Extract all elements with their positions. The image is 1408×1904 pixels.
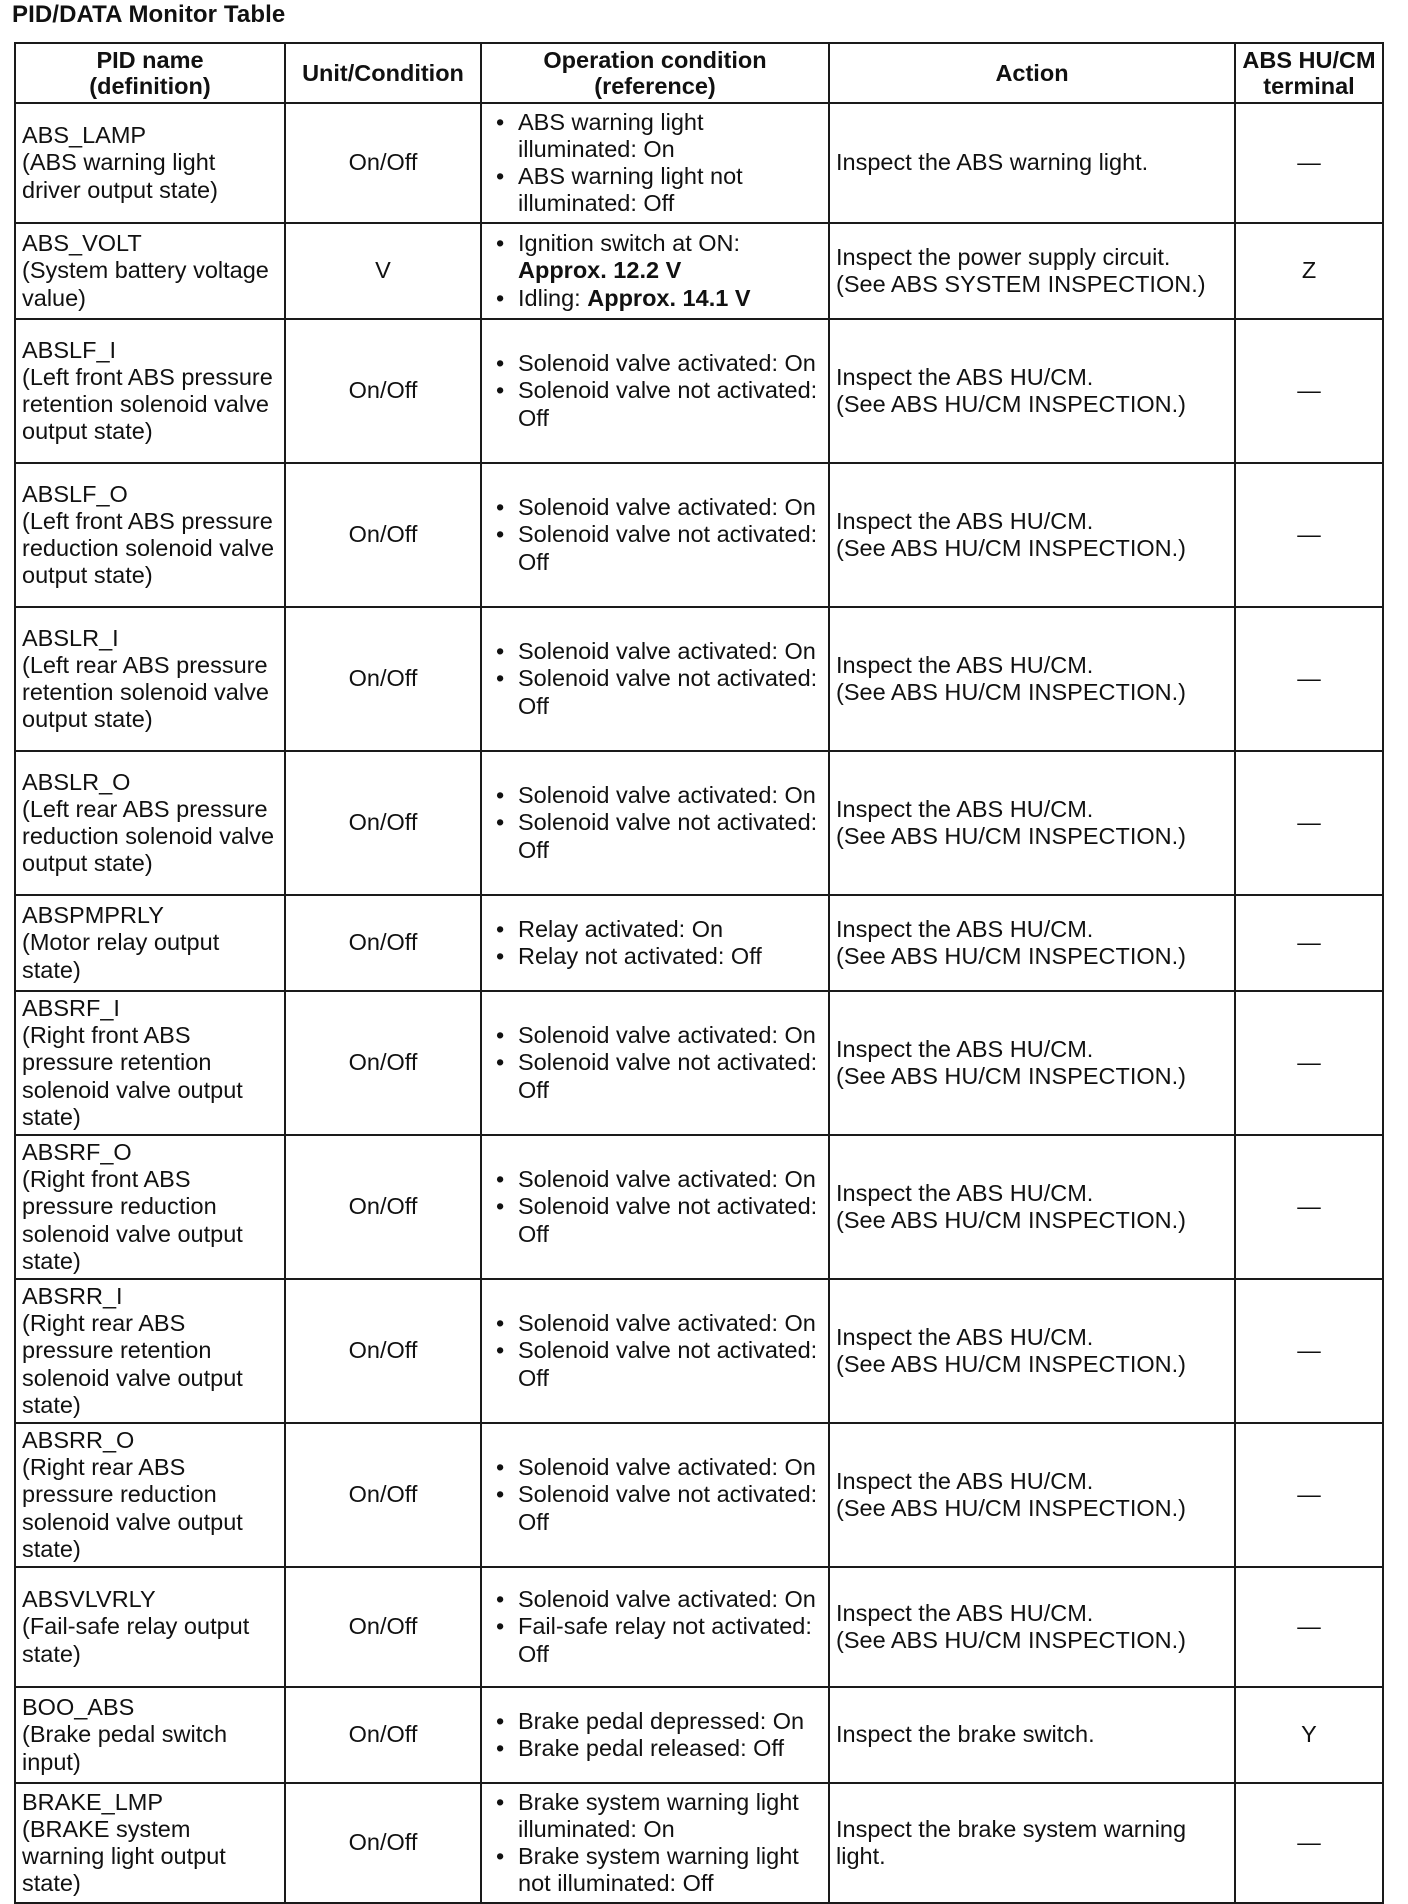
table-row: [15, 1135, 1383, 1279]
pid-definition: (System battery voltage value): [22, 257, 269, 311]
action-text: (See ABS HU/CM INSPECTION.): [836, 823, 1186, 849]
cell-pid-name: [15, 1279, 285, 1423]
condition-text: Solenoid valve activated: On: [518, 1586, 816, 1613]
condition-item: [488, 1337, 822, 1391]
cell-operation-condition: [481, 1567, 829, 1687]
condition-text: Fail-safe relay not activated: Off: [518, 1613, 812, 1667]
cell-unit: On/Off: [285, 607, 481, 751]
pid-definition: (Left front ABS pressure reduction solenoid valve output state): [22, 507, 275, 589]
pid-code: ABSLF_I: [22, 336, 117, 363]
pid-definition: (ABS warning light driver output state): [22, 149, 218, 203]
table-row: [15, 463, 1383, 607]
condition-text: Brake pedal released: Off: [518, 1735, 785, 1761]
pid-definition: (Right rear ABS pressure reduction solenoid valve output state): [22, 1454, 243, 1562]
header-operation-label: Operation condition (reference): [543, 47, 767, 99]
condition-text: Solenoid valve not activated: Off: [518, 809, 818, 863]
table-row: [15, 895, 1383, 991]
condition-text: Solenoid valve not activated: Off: [518, 377, 818, 431]
cell-pid-name: [15, 103, 285, 223]
condition-item: [488, 521, 822, 575]
condition-item: [488, 1310, 822, 1337]
cell-terminal: Y: [1235, 1687, 1383, 1783]
table-row: [15, 1783, 1383, 1903]
cell-pid-name: [15, 1783, 285, 1903]
condition-item: [488, 1586, 822, 1613]
action-text: (See ABS HU/CM INSPECTION.): [836, 391, 1186, 417]
condition-list: [488, 109, 822, 218]
action-text: Inspect the ABS HU/CM.: [836, 1599, 1094, 1626]
cell-operation-condition: [481, 1135, 829, 1279]
cell-action: [829, 223, 1235, 319]
condition-text: Relay activated: On: [518, 915, 724, 942]
condition-text: ABS warning light illuminated: On: [518, 108, 704, 162]
table-row: [15, 223, 1383, 319]
table-body: [15, 103, 1383, 1903]
condition-value: Approx. 14.1 V: [587, 284, 751, 311]
cell-action: [829, 895, 1235, 991]
action-text: Inspect the brake system warning light.: [836, 1815, 1187, 1869]
cell-terminal: —: [1235, 751, 1383, 895]
cell-operation-condition: [481, 319, 829, 463]
pid-definition: (Brake pedal switch input): [22, 1721, 228, 1775]
action-text: (See ABS HU/CM INSPECTION.): [836, 943, 1186, 969]
header-pid-name: [15, 43, 285, 103]
pid-code: ABSRF_O: [22, 1138, 132, 1165]
header-operation: [481, 43, 829, 103]
condition-item: [488, 638, 822, 665]
condition-text: Solenoid valve activated: On: [518, 494, 816, 521]
condition-item: [488, 1049, 822, 1103]
action-text: Inspect the brake switch.: [836, 1721, 1095, 1748]
condition-item: [488, 809, 822, 863]
condition-text: Solenoid valve activated: On: [518, 1022, 816, 1049]
condition-item: [488, 1708, 822, 1735]
pid-code: ABSLF_O: [22, 480, 128, 507]
cell-terminal: —: [1235, 1783, 1383, 1903]
condition-item: [488, 1613, 822, 1667]
header-terminal: [1235, 43, 1383, 103]
condition-item: [488, 1022, 822, 1049]
cell-unit: On/Off: [285, 1687, 481, 1783]
cell-operation-condition: [481, 1423, 829, 1567]
cell-unit: On/Off: [285, 1135, 481, 1279]
condition-list: [488, 1789, 822, 1898]
cell-terminal: —: [1235, 607, 1383, 751]
cell-operation-condition: [481, 1687, 829, 1783]
cell-action: [829, 1135, 1235, 1279]
cell-pid-name: [15, 751, 285, 895]
cell-terminal: —: [1235, 463, 1383, 607]
action-text: (See ABS SYSTEM INSPECTION.): [836, 271, 1206, 297]
action-text: Inspect the ABS warning light.: [836, 149, 1149, 176]
cell-unit: On/Off: [285, 463, 481, 607]
action-text: Inspect the ABS HU/CM.: [836, 915, 1094, 942]
condition-item: [488, 377, 822, 431]
cell-operation-condition: [481, 991, 829, 1135]
condition-item: [488, 1454, 822, 1481]
cell-pid-name: [15, 1687, 285, 1783]
condition-list: [488, 1708, 822, 1762]
pid-definition: (Motor relay output state): [22, 929, 220, 983]
condition-item: [488, 1193, 822, 1247]
action-text: Inspect the ABS HU/CM.: [836, 1323, 1094, 1350]
cell-operation-condition: [481, 895, 829, 991]
action-text: (See ABS HU/CM INSPECTION.): [836, 679, 1186, 705]
condition-text: Brake pedal depressed: On: [518, 1707, 805, 1734]
cell-action: [829, 751, 1235, 895]
condition-text: Solenoid valve activated: On: [518, 1310, 816, 1337]
cell-terminal: —: [1235, 103, 1383, 223]
condition-text: Solenoid valve activated: On: [518, 1166, 816, 1193]
header-unit: [285, 43, 481, 103]
header-action: [829, 43, 1235, 103]
cell-unit: On/Off: [285, 1279, 481, 1423]
cell-action: [829, 103, 1235, 223]
cell-operation-condition: [481, 223, 829, 319]
table-row: [15, 103, 1383, 223]
condition-text: Solenoid valve not activated: Off: [518, 1193, 818, 1247]
cell-action: [829, 607, 1235, 751]
action-text: Inspect the power supply circuit.: [836, 243, 1171, 270]
condition-item: [488, 285, 822, 312]
condition-list: [488, 230, 822, 312]
condition-text: Solenoid valve not activated: Off: [518, 665, 818, 719]
action-text: (See ABS HU/CM INSPECTION.): [836, 1351, 1186, 1377]
condition-item: [488, 494, 822, 521]
condition-item: [488, 916, 822, 943]
condition-item: [488, 1166, 822, 1193]
cell-pid-name: [15, 223, 285, 319]
cell-unit: On/Off: [285, 103, 481, 223]
header-unit-label: Unit/Condition: [302, 60, 464, 86]
action-text: Inspect the ABS HU/CM.: [836, 1467, 1094, 1494]
cell-terminal: —: [1235, 991, 1383, 1135]
condition-text: Solenoid valve not activated: Off: [518, 1481, 818, 1535]
cell-operation-condition: [481, 463, 829, 607]
cell-operation-condition: [481, 1279, 829, 1423]
condition-item: [488, 1735, 822, 1762]
pid-code: ABSLR_O: [22, 768, 131, 795]
pid-code: ABSLR_I: [22, 624, 119, 651]
cell-operation-condition: [481, 103, 829, 223]
cell-terminal: —: [1235, 319, 1383, 463]
condition-item: [488, 665, 822, 719]
pid-code: BRAKE_LMP: [22, 1788, 164, 1815]
action-text: Inspect the ABS HU/CM.: [836, 363, 1094, 390]
condition-item: [488, 163, 822, 217]
cell-action: [829, 1423, 1235, 1567]
header-pid-name-label: PID name (definition): [89, 47, 211, 99]
condition-text: Ignition switch at ON:: [518, 230, 741, 257]
action-text: (See ABS HU/CM INSPECTION.): [836, 1495, 1186, 1521]
condition-list: [488, 1586, 822, 1668]
condition-list: [488, 1310, 822, 1392]
cell-pid-name: [15, 463, 285, 607]
pid-code: ABSVLVRLY: [22, 1586, 156, 1613]
cell-unit: On/Off: [285, 1423, 481, 1567]
cell-action: [829, 991, 1235, 1135]
condition-list: [488, 916, 822, 970]
condition-text: ABS warning light not illuminated: Off: [518, 163, 743, 217]
cell-unit: On/Off: [285, 751, 481, 895]
condition-item: [488, 1843, 822, 1897]
pid-definition: (Right front ABS pressure reduction solenoid valve output state): [22, 1166, 243, 1274]
pid-definition: (BRAKE system warning light output state): [22, 1815, 226, 1897]
header-terminal-label: ABS HU/CM terminal: [1242, 47, 1376, 99]
cell-terminal: —: [1235, 1279, 1383, 1423]
condition-list: [488, 782, 822, 864]
condition-list: [488, 1166, 822, 1248]
cell-operation-condition: [481, 607, 829, 751]
condition-list: [488, 494, 822, 576]
pid-code: ABS_LAMP: [22, 122, 147, 149]
condition-item: [488, 230, 822, 284]
condition-value: Approx. 12.2 V: [518, 257, 682, 284]
table-row: [15, 319, 1383, 463]
cell-action: [829, 1567, 1235, 1687]
cell-pid-name: [15, 895, 285, 991]
page-title: PID/DATA Monitor Table: [12, 1, 286, 28]
cell-pid-name: [15, 319, 285, 463]
condition-text: Solenoid valve activated: On: [518, 782, 816, 809]
condition-text: Relay not activated: Off: [518, 943, 762, 969]
condition-list: [488, 1022, 822, 1104]
condition-item: [488, 943, 822, 970]
cell-unit: On/Off: [285, 895, 481, 991]
condition-text: Solenoid valve not activated: Off: [518, 521, 818, 575]
cell-terminal: —: [1235, 1423, 1383, 1567]
cell-pid-name: [15, 1135, 285, 1279]
table-row: [15, 1279, 1383, 1423]
condition-list: [488, 350, 822, 432]
action-text: Inspect the ABS HU/CM.: [836, 795, 1094, 822]
cell-pid-name: [15, 991, 285, 1135]
condition-item: [488, 350, 822, 377]
action-text: Inspect the ABS HU/CM.: [836, 507, 1094, 534]
pid-code: ABSRR_O: [22, 1426, 135, 1453]
table-row: [15, 1567, 1383, 1687]
cell-action: [829, 319, 1235, 463]
pid-code: ABSRR_I: [22, 1282, 123, 1309]
condition-text: Idling:: [518, 284, 581, 311]
pid-code: BOO_ABS: [22, 1694, 135, 1721]
cell-pid-name: [15, 1567, 285, 1687]
condition-list: [488, 638, 822, 720]
cell-unit: On/Off: [285, 1567, 481, 1687]
cell-unit: On/Off: [285, 319, 481, 463]
table-row: [15, 1423, 1383, 1567]
condition-text: Brake system warning light not illuminated: Off: [518, 1843, 799, 1897]
cell-terminal: Z: [1235, 223, 1383, 319]
action-text: (See ABS HU/CM INSPECTION.): [836, 1063, 1186, 1089]
action-text: (See ABS HU/CM INSPECTION.): [836, 535, 1186, 561]
action-text: Inspect the ABS HU/CM.: [836, 1179, 1094, 1206]
pid-definition: (Fail-safe relay output state): [22, 1613, 250, 1667]
cell-terminal: —: [1235, 895, 1383, 991]
table-row: [15, 607, 1383, 751]
condition-text: Solenoid valve not activated: Off: [518, 1337, 818, 1391]
condition-text: Solenoid valve not activated: Off: [518, 1049, 818, 1103]
condition-list: [488, 1454, 822, 1536]
action-text: Inspect the ABS HU/CM.: [836, 651, 1094, 678]
header-action-label: Action: [995, 60, 1069, 86]
action-text: (See ABS HU/CM INSPECTION.): [836, 1207, 1186, 1233]
cell-action: [829, 463, 1235, 607]
pid-code: ABSRF_I: [22, 994, 120, 1021]
cell-terminal: —: [1235, 1567, 1383, 1687]
condition-text: Solenoid valve activated: On: [518, 350, 816, 377]
table-header-row: [15, 43, 1383, 103]
cell-action: [829, 1687, 1235, 1783]
pid-definition: (Left rear ABS pressure reduction solenoid valve output state): [22, 795, 275, 877]
action-text: Inspect the ABS HU/CM.: [836, 1035, 1094, 1062]
table-row: [15, 1687, 1383, 1783]
condition-item: [488, 782, 822, 809]
condition-item: [488, 109, 822, 163]
pid-definition: (Right front ABS pressure retention solenoid valve output state): [22, 1022, 243, 1130]
condition-item: [488, 1789, 822, 1843]
condition-text: Solenoid valve activated: On: [518, 1454, 816, 1481]
condition-text: Solenoid valve activated: On: [518, 638, 816, 665]
cell-pid-name: [15, 607, 285, 751]
pid-code: ABS_VOLT: [22, 230, 142, 257]
cell-terminal: —: [1235, 1135, 1383, 1279]
pid-data-monitor-table: [14, 42, 1384, 1904]
cell-action: [829, 1279, 1235, 1423]
cell-unit: On/Off: [285, 991, 481, 1135]
action-text: (See ABS HU/CM INSPECTION.): [836, 1627, 1186, 1653]
cell-unit: On/Off: [285, 1783, 481, 1903]
cell-unit: V: [285, 223, 481, 319]
pid-definition: (Right rear ABS pressure retention solenoid valve output state): [22, 1310, 243, 1418]
pid-definition: (Left front ABS pressure retention solenoid valve output state): [22, 363, 273, 445]
condition-item: [488, 1481, 822, 1535]
condition-text: Brake system warning light illuminated: On: [518, 1788, 799, 1842]
pid-code: ABSPMPRLY: [22, 902, 164, 929]
cell-operation-condition: [481, 751, 829, 895]
table-row: [15, 991, 1383, 1135]
cell-operation-condition: [481, 1783, 829, 1903]
cell-pid-name: [15, 1423, 285, 1567]
table-row: [15, 751, 1383, 895]
cell-action: [829, 1783, 1235, 1903]
pid-definition: (Left rear ABS pressure retention solenoid valve output state): [22, 651, 269, 733]
